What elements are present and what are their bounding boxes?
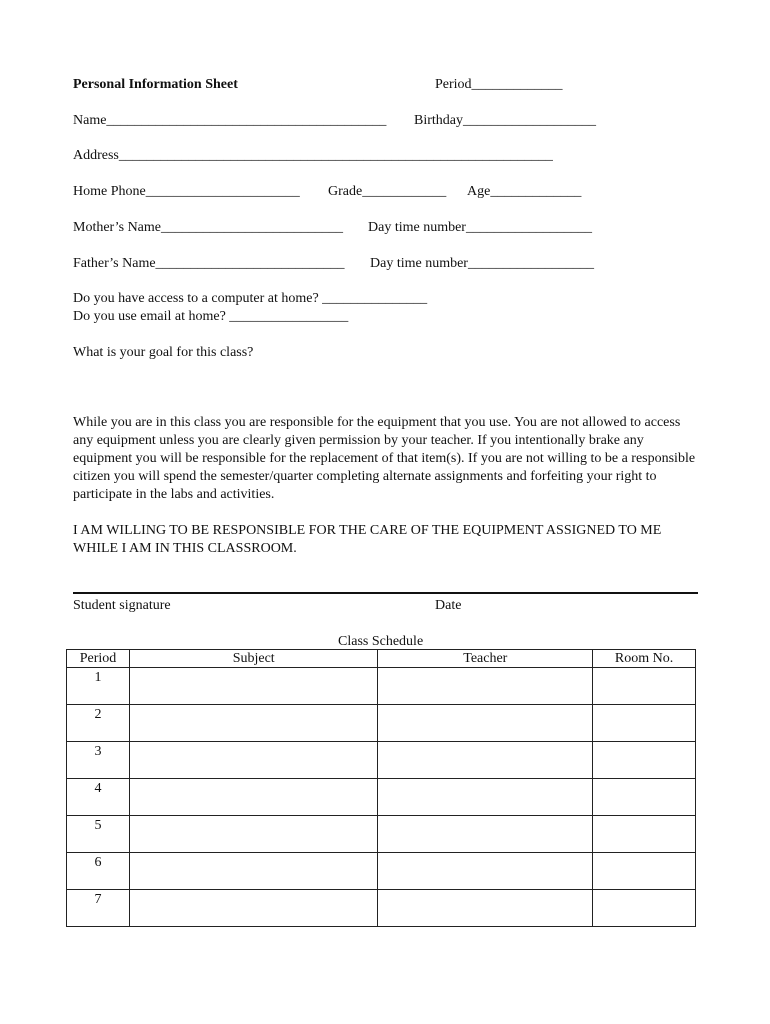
room-cell[interactable] — [593, 742, 696, 779]
schedule-row — [67, 890, 696, 927]
period-number: 5 — [67, 816, 130, 853]
signature-line[interactable] — [73, 592, 698, 594]
address-field[interactable]: Address______________________________________________________________ — [73, 148, 553, 163]
age-field[interactable]: Age_____________ — [467, 184, 582, 199]
father-day-number-field[interactable]: Day time number__________________ — [370, 256, 594, 271]
room-cell[interactable] — [593, 816, 696, 853]
teacher-cell[interactable] — [378, 853, 593, 890]
room-cell[interactable] — [593, 705, 696, 742]
home-phone-field[interactable]: Home Phone______________________ — [73, 184, 300, 199]
mother-name-field[interactable]: Mother’s Name__________________________ — [73, 220, 343, 235]
room-cell[interactable] — [593, 853, 696, 890]
schedule-row — [67, 742, 696, 779]
email-at-home-question[interactable]: Do you use email at home? _________________ — [73, 309, 349, 324]
father-name-field[interactable]: Father’s Name___________________________ — [73, 256, 345, 271]
equipment-policy-paragraph: While you are in this class you are responsible for the equipment that you use. You are not allowed to access any equipment unless you are clearly given permission by your teacher. If you intentionally brake any equipment you will be responsible for the replacement of that item(s). If you are not willing to be a responsible citizen you will spend the semester/quarter completing alternate assignments and forfeiting your right to participate in the labs and activities. — [73, 415, 696, 502]
schedule-header-row — [67, 650, 696, 668]
teacher-cell[interactable] — [378, 890, 593, 927]
teacher-cell[interactable] — [378, 816, 593, 853]
subject-cell[interactable] — [129, 779, 378, 816]
teacher-cell[interactable] — [378, 705, 593, 742]
subject-cell[interactable] — [129, 890, 378, 927]
grade-field[interactable]: Grade____________ — [328, 184, 447, 199]
subject-cell[interactable] — [129, 705, 378, 742]
period-column-header: Period — [67, 650, 130, 668]
teacher-cell[interactable] — [378, 668, 593, 705]
schedule-row — [67, 779, 696, 816]
schedule-row — [67, 668, 696, 705]
subject-cell[interactable] — [129, 816, 378, 853]
teacher-cell[interactable] — [378, 779, 593, 816]
birthday-field[interactable]: Birthday___________________ — [414, 113, 596, 128]
room-cell[interactable] — [593, 890, 696, 927]
period-number: 1 — [67, 668, 130, 705]
period-field[interactable]: Period_____________ — [435, 77, 563, 92]
student-signature-label: Student signature — [73, 598, 171, 613]
computer-access-question[interactable]: Do you have access to a computer at home? _______________ — [73, 291, 428, 306]
room-cell[interactable] — [593, 668, 696, 705]
schedule-row — [67, 816, 696, 853]
subject-column-header: Subject — [129, 650, 378, 668]
room-column-header: Room No. — [593, 650, 696, 668]
period-number: 4 — [67, 779, 130, 816]
form-title: Personal Information Sheet — [73, 77, 238, 92]
period-number: 6 — [67, 853, 130, 890]
agreement-statement: I AM WILLING TO BE RESPONSIBLE FOR THE CARE OF THE EQUIPMENT ASSIGNED TO ME WHILE I AM IN THIS CLASSROOM. — [73, 523, 662, 556]
schedule-title: Class Schedule — [338, 634, 424, 649]
period-number: 3 — [67, 742, 130, 779]
teacher-column-header: Teacher — [378, 650, 593, 668]
period-number: 7 — [67, 890, 130, 927]
teacher-cell[interactable] — [378, 742, 593, 779]
schedule-row — [67, 853, 696, 890]
room-cell[interactable] — [593, 779, 696, 816]
subject-cell[interactable] — [129, 668, 378, 705]
goal-question[interactable]: What is your goal for this class? — [73, 345, 254, 360]
subject-cell[interactable] — [129, 853, 378, 890]
date-label: Date — [435, 598, 462, 613]
mother-day-number-field[interactable]: Day time number__________________ — [368, 220, 592, 235]
period-number: 2 — [67, 705, 130, 742]
schedule-row — [67, 705, 696, 742]
name-field[interactable]: Name________________________________________ — [73, 113, 387, 128]
subject-cell[interactable] — [129, 742, 378, 779]
class-schedule-table — [66, 649, 696, 927]
